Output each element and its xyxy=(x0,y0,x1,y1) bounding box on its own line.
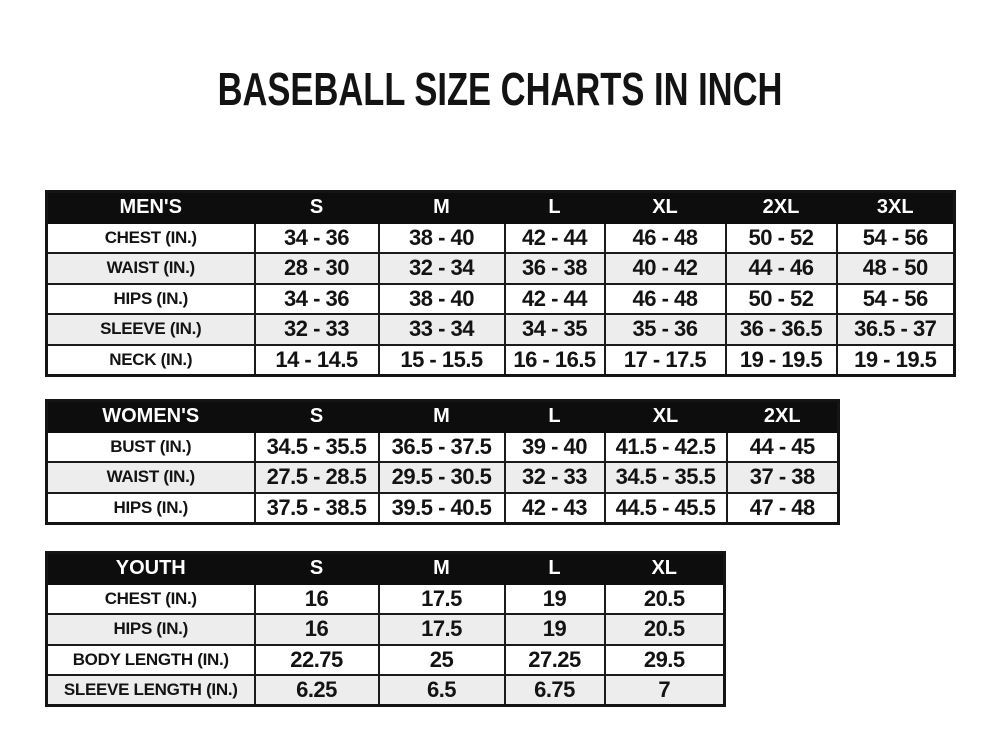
size-cell: 20.5 xyxy=(605,584,725,615)
youth-size-table xyxy=(45,551,726,707)
column-header: YOUTH xyxy=(47,553,255,584)
size-cell: 54 - 56 xyxy=(837,284,955,315)
size-cell: 17.5 xyxy=(379,584,505,615)
size-cell: 42 - 44 xyxy=(505,284,605,315)
row-label: BUST (IN.) xyxy=(47,432,255,463)
size-cell: 28 - 30 xyxy=(255,253,379,284)
column-header: XL xyxy=(605,553,725,584)
size-cell: 6.5 xyxy=(379,675,505,706)
table-row xyxy=(47,345,955,376)
table-row xyxy=(47,223,955,254)
table-header-row xyxy=(47,553,725,584)
size-cell: 32 - 33 xyxy=(255,314,379,345)
size-cell: 6.75 xyxy=(505,675,605,706)
row-label: SLEEVE (IN.) xyxy=(47,314,255,345)
size-cell: 44.5 - 45.5 xyxy=(605,493,727,524)
size-cell: 39.5 - 40.5 xyxy=(379,493,505,524)
size-cell: 27.25 xyxy=(505,645,605,676)
size-cell: 40 - 42 xyxy=(605,253,726,284)
size-cell: 22.75 xyxy=(255,645,379,676)
table-row xyxy=(47,584,725,615)
size-cell: 7 xyxy=(605,675,725,706)
size-cell: 29.5 xyxy=(605,645,725,676)
table-row xyxy=(47,462,839,493)
size-cell: 20.5 xyxy=(605,614,725,645)
size-cell: 46 - 48 xyxy=(605,223,726,254)
row-label: HIPS (IN.) xyxy=(47,614,255,645)
column-header: MEN'S xyxy=(47,192,255,223)
table-row xyxy=(47,614,725,645)
size-cell: 19 - 19.5 xyxy=(726,345,837,376)
size-cell: 38 - 40 xyxy=(379,223,505,254)
size-cell: 17 - 17.5 xyxy=(605,345,726,376)
column-header: WOMEN'S xyxy=(47,401,255,432)
size-cell: 15 - 15.5 xyxy=(379,345,505,376)
size-cell: 25 xyxy=(379,645,505,676)
mens-size-table xyxy=(45,190,956,377)
table-header-row xyxy=(47,401,839,432)
column-header: 2XL xyxy=(726,192,837,223)
size-cell: 36.5 - 37 xyxy=(837,314,955,345)
size-cell: 19 - 19.5 xyxy=(837,345,955,376)
table-row xyxy=(47,493,839,524)
size-cell: 29.5 - 30.5 xyxy=(379,462,505,493)
size-cell: 34 - 35 xyxy=(505,314,605,345)
size-cell: 36.5 - 37.5 xyxy=(379,432,505,463)
table-row xyxy=(47,284,955,315)
size-cell: 33 - 34 xyxy=(379,314,505,345)
size-cell: 39 - 40 xyxy=(505,432,605,463)
column-header: XL xyxy=(605,192,726,223)
size-cell: 37 - 38 xyxy=(727,462,839,493)
row-label: BODY LENGTH (IN.) xyxy=(47,645,255,676)
page-title: BASEBALL SIZE CHARTS IN INCH xyxy=(217,63,783,115)
column-header: M xyxy=(379,553,505,584)
column-header: S xyxy=(255,192,379,223)
column-header: L xyxy=(505,553,605,584)
column-header: XL xyxy=(605,401,727,432)
size-cell: 42 - 44 xyxy=(505,223,605,254)
table-row xyxy=(47,675,725,706)
size-cell: 19 xyxy=(505,584,605,615)
size-cell: 36 - 38 xyxy=(505,253,605,284)
column-header: L xyxy=(505,401,605,432)
table-row xyxy=(47,432,839,463)
column-header: M xyxy=(379,192,505,223)
column-header: M xyxy=(379,401,505,432)
size-cell: 6.25 xyxy=(255,675,379,706)
size-cell: 14 - 14.5 xyxy=(255,345,379,376)
size-cell: 34.5 - 35.5 xyxy=(605,462,727,493)
size-cell: 47 - 48 xyxy=(727,493,839,524)
size-cell: 48 - 50 xyxy=(837,253,955,284)
size-cell: 46 - 48 xyxy=(605,284,726,315)
womens-size-table xyxy=(45,399,840,525)
column-header: 2XL xyxy=(727,401,839,432)
size-cell: 36 - 36.5 xyxy=(726,314,837,345)
table-row xyxy=(47,645,725,676)
size-cell: 41.5 - 42.5 xyxy=(605,432,727,463)
size-cell: 34 - 36 xyxy=(255,284,379,315)
row-label: CHEST (IN.) xyxy=(47,584,255,615)
size-cell: 37.5 - 38.5 xyxy=(255,493,379,524)
table-row xyxy=(47,253,955,284)
size-cell: 50 - 52 xyxy=(726,223,837,254)
size-cell: 16 - 16.5 xyxy=(505,345,605,376)
row-label: WAIST (IN.) xyxy=(47,462,255,493)
size-cell: 16 xyxy=(255,584,379,615)
table-row xyxy=(47,314,955,345)
table-header-row xyxy=(47,192,955,223)
column-header: S xyxy=(255,401,379,432)
size-cell: 54 - 56 xyxy=(837,223,955,254)
size-cell: 38 - 40 xyxy=(379,284,505,315)
column-header: 3XL xyxy=(837,192,955,223)
size-cell: 34.5 - 35.5 xyxy=(255,432,379,463)
size-cell: 32 - 33 xyxy=(505,462,605,493)
column-header: L xyxy=(505,192,605,223)
size-cell: 44 - 45 xyxy=(727,432,839,463)
size-cell: 17.5 xyxy=(379,614,505,645)
size-cell: 27.5 - 28.5 xyxy=(255,462,379,493)
size-cell: 16 xyxy=(255,614,379,645)
size-cell: 35 - 36 xyxy=(605,314,726,345)
row-label: CHEST (IN.) xyxy=(47,223,255,254)
size-cell: 34 - 36 xyxy=(255,223,379,254)
row-label: SLEEVE LENGTH (IN.) xyxy=(47,675,255,706)
row-label: HIPS (IN.) xyxy=(47,493,255,524)
size-cell: 42 - 43 xyxy=(505,493,605,524)
size-cell: 44 - 46 xyxy=(726,253,837,284)
size-cell: 32 - 34 xyxy=(379,253,505,284)
size-cell: 50 - 52 xyxy=(726,284,837,315)
column-header: S xyxy=(255,553,379,584)
row-label: WAIST (IN.) xyxy=(47,253,255,284)
row-label: HIPS (IN.) xyxy=(47,284,255,315)
row-label: NECK (IN.) xyxy=(47,345,255,376)
size-cell: 19 xyxy=(505,614,605,645)
